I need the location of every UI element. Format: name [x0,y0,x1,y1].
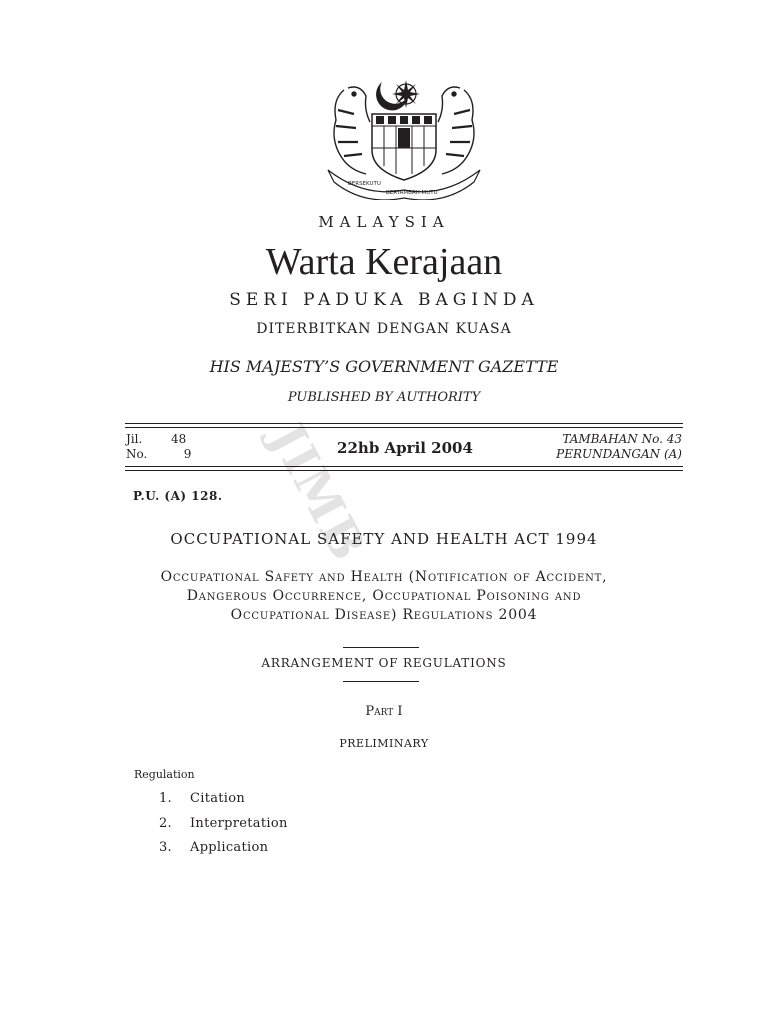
section-divider-bottom [343,681,419,682]
shield-icon [372,114,436,180]
regulation-title-line-1: Occupational Safety and Health (Notification of Accident, [160,569,608,585]
document-reference: P.U. (A) 128. [133,489,223,503]
motto-center-text: BERTAMBAH MUTU [386,190,438,196]
supplement-number: TAMBAHAN No. 43 [562,432,682,446]
gazette-title: Warta Kerajaan [265,241,503,283]
crescent-and-star-icon [376,80,420,110]
masthead-rule-top-double [125,427,683,428]
regulation-title-line-3: Occupational Disease) Regulations 2004 [230,607,538,623]
authority-english: PUBLISHED BY AUTHORITY [287,390,481,405]
regulation-title-text: Application [190,840,269,855]
motto-left-text: BERSEKUTU [348,181,381,187]
left-tiger-icon [334,87,370,174]
masthead-rule-top [125,423,683,424]
regulation-title-text: Citation [190,791,246,806]
gazette-title-english: HIS MAJESTY’S GOVERNMENT GAZETTE [209,357,559,376]
gazette-subtitle: SERI PADUKA BAGINDA [229,290,539,310]
part-title: PRELIMINARY [339,737,429,750]
regulation-title-text: Interpretation [190,816,288,831]
supplement-block [556,432,682,462]
watermark: JIMB [258,415,377,571]
number-label: No. [126,447,148,461]
regulation-number: 1. [158,791,172,806]
authority-malay: DITERBITKAN DENGAN KUASA [256,321,512,337]
coat-of-arms-emblem [324,70,484,200]
country-name: MALAYSIA [318,213,450,231]
act-title: OCCUPATIONAL SAFETY AND HEALTH ACT 1994 [170,530,598,548]
arrangement-heading: ARRANGEMENT OF REGULATIONS [261,656,507,670]
regulation-title [0,568,768,625]
regulation-number: 3. [158,840,172,855]
part-heading: Part I [365,704,403,719]
regulation-number: 2. [158,816,172,831]
right-tiger-icon [438,87,474,174]
volume-value: 48 [171,432,187,446]
regulation-title-line-2: Dangerous Occurrence, Occupational Poisoning and [186,588,582,604]
masthead-rule-bottom-double [125,470,683,471]
issue-date: 22hb April 2004 [337,439,473,457]
masthead-rule-bottom [125,466,683,467]
volume-label: Jil. [126,432,143,446]
section-divider-top [343,647,419,648]
number-value: 9 [183,447,192,461]
supplement-category: PERUNDANGAN (A) [556,447,682,461]
regulation-column-label: Regulation [134,768,195,781]
